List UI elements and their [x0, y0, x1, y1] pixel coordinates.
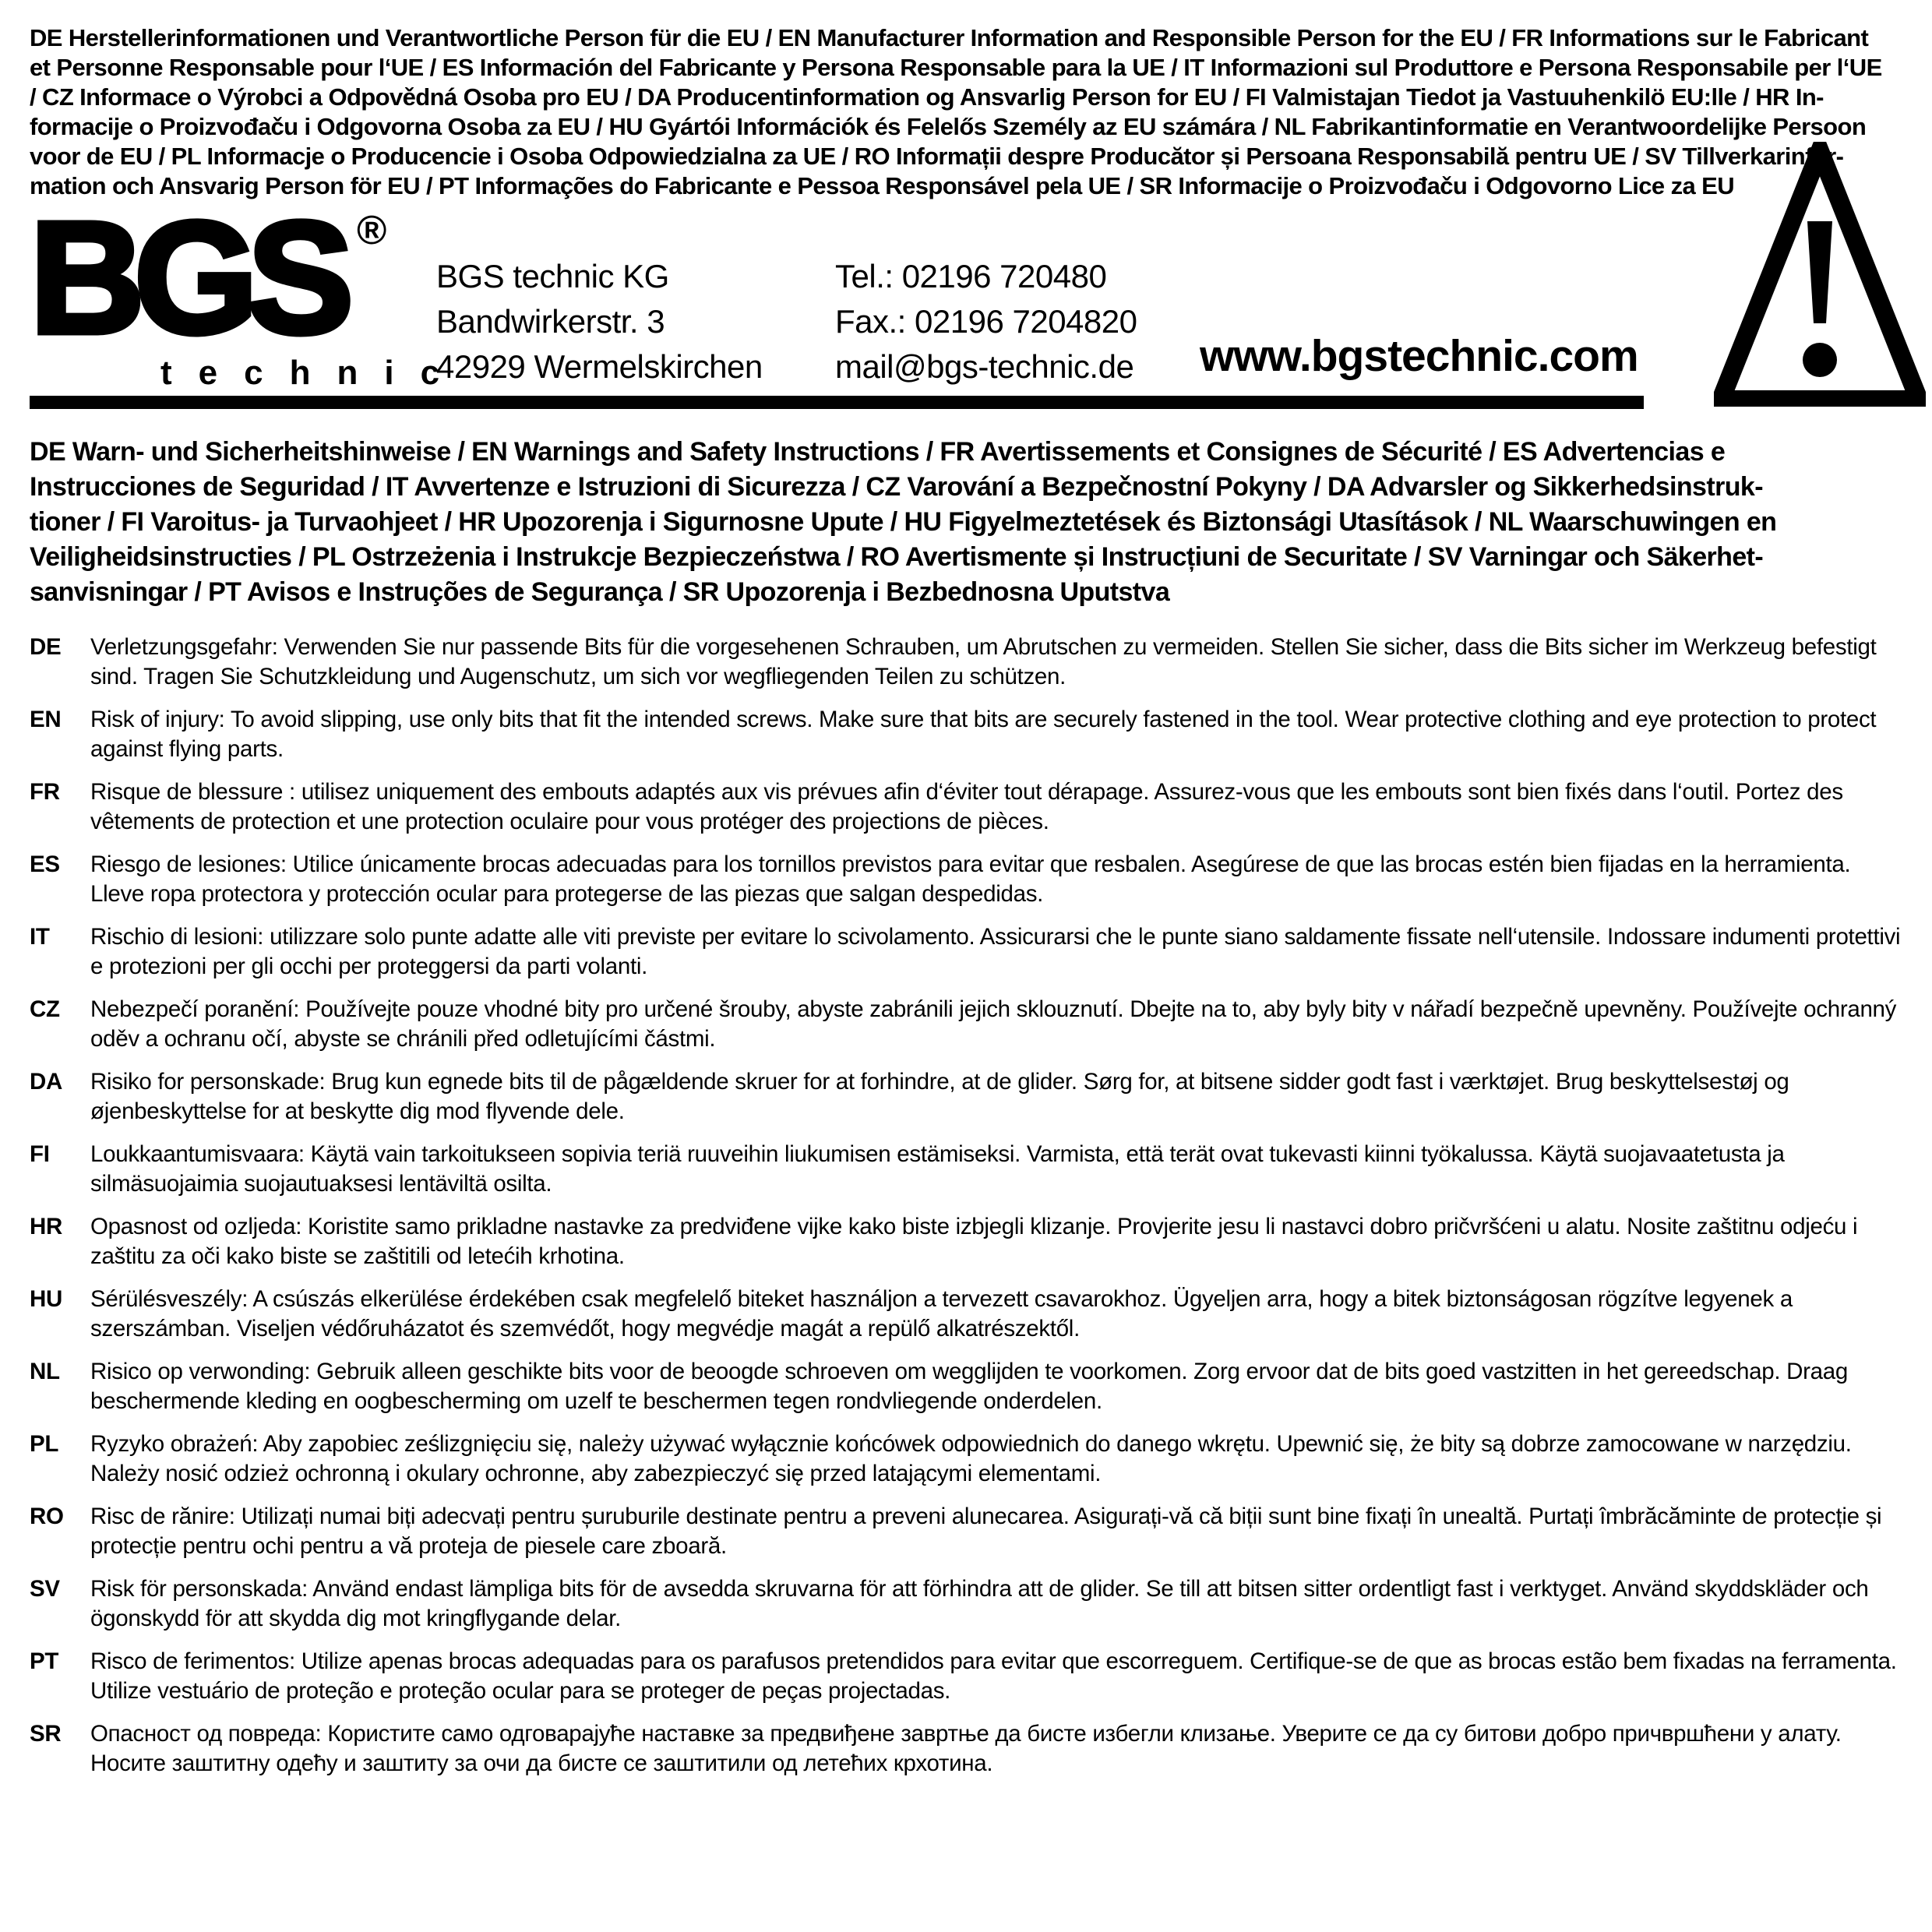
warning-text: Risco de ferimentos: Utilize apenas brocas adequadas para os parafusos pretendidos para evitar que escorreguem. Certifique-se de que as brocas estão bem fixadas na ferramenta. Utilize vestuário de proteção e proteção ocular para se proteger de peças projectadas.	[90, 1648, 1897, 1704]
text-line: DE Herstellerinformationen und Verantwortliche Person für die EU / EN Manufacturer Information and Responsible Person for the EU / FR Informations sur le Fabricant	[30, 24, 1869, 51]
warning-language-code: PT	[30, 1648, 59, 1674]
warning-row	[30, 995, 1906, 1054]
warning-text: Loukkaantumisvaara: Käytä vain tarkoitukseen sopivia teriä ruuveihin liukumisen estämiseksi. Varmista, että terät ovat tukevasti kiinni työkalussa. Käytä suojavaatetusta ja silmäsuojaimia suojautuaksesi lentäviltä osilta.	[90, 1141, 1785, 1197]
warning-text: Risc de rănire: Utilizați numai biți adecvați pentru șuruburile destinate pentru a preveni alunecarea. Asigurați-vă că biții sunt bine fixați în unealtă. Purtați îmbrăcăminte de protecție și protecție pentru ochi pentru a vă proteja de piesele care zboară.	[90, 1504, 1882, 1559]
warning-language-code: HU	[30, 1286, 63, 1312]
text-line: sanvisningar / PT Avisos e Instruções de Segurança / SR Upozorenja i Bezbednosna Uputstva	[30, 577, 1170, 607]
warning-language-code: ES	[30, 851, 60, 877]
company-street: Bandwirkerstr. 3	[436, 303, 665, 340]
warning-language-code: NL	[30, 1359, 60, 1384]
warning-text: Risico op verwonding: Gebruik alleen geschikte bits voor de beoogde schroeven om wegglijden te voorkomen. Zorg ervoor dat de bits goed vastzitten in het gereedschap. Draag beschermende kleding en oogbescherming om uzelf te beschermen tegen rondvliegende onderdelen.	[90, 1359, 1848, 1414]
company-name: BGS technic KG	[436, 258, 669, 294]
warning-text: Risk för personskada: Använd endast lämpliga bits för de avsedda skruvarna för att förhindra att de glider. Se till att bitsen sitter ordentligt fast i verktyget. Använd skyddskläder och ögonskydd för att skydda dig mot kringflygande delar.	[90, 1576, 1869, 1631]
text-line: formacije o Proizvođaču i Odgovorna Osoba za EU / HU Gyártói Információk és Felelős Személy az EU számára / NL Fabrikantinformatie en Verantwoordelijke Persoon	[30, 113, 1867, 140]
text-line: voor de EU / PL Informacje o Producencie i Osoba Odpowiedzialna za UE / RO Informații despre Producător și Persoana Responsabilă pentru UE / SV Tillverkarinfor-	[30, 143, 1844, 170]
warning-text: Risk of injury: To avoid slipping, use only bits that fit the intended screws. Make sure that bits are securely fastened in the tool. Wear protective clothing and eye protection to protect against flying parts.	[90, 707, 1877, 762]
text-line: tioner / FI Varoitus- ja Turvaohjeet / HR Upozorenja i Sigurnosne Upute / HU Figyelmeztetések és Biztonsági Utasítások / NL Waarschuwingen en	[30, 507, 1777, 537]
warning-text: Risque de blessure : utilisez uniquement des embouts adaptés aux vis prévues afin d‘éviter tout dérapage. Assurez-vous que les embouts sont bien fixés dans l‘outil. Portez des vêtements de protection et une protection oculaire pour vous protéger des projections de pièces.	[90, 779, 1843, 834]
text-line: et Personne Responsable pour l‘UE / ES Información del Fabricante y Persona Responsable para la UE / IT Informazioni sul Produttore e Persona Responsabile per l‘UE	[30, 54, 1882, 81]
company-contact	[835, 254, 1137, 390]
warning-text: Riesgo de lesiones: Utilice únicamente brocas adecuadas para los tornillos previstos para evitar que resbalen. Asegúrese de que las brocas estén bien fijadas en la herramienta. Lleve ropa protectora y protección ocular para protegerse de las piezas que salgan despedidas.	[90, 851, 1851, 907]
warning-language-code: PL	[30, 1431, 59, 1457]
warning-language-code: RO	[30, 1504, 64, 1529]
warning-row	[30, 850, 1906, 909]
company-fax: Fax.: 02196 7204820	[835, 303, 1137, 340]
text-line: DE Warn- und Sicherheitshinweise / EN Warnings and Safety Instructions / FR Avertissements et Consignes de Sécurité / ES Advertencias e	[30, 437, 1726, 467]
warning-text: Risiko for personskade: Brug kun egnede bits til de pågældende skruer for at forhindre, at de glider. Sørg for, at bitsene sidder godt fast i værktøjet. Brug beskyttelsestøj og øjenbeskyttelse for at beskytte dig mod flyvende dele.	[90, 1069, 1789, 1124]
company-email: mail@bgs-technic.de	[835, 348, 1134, 385]
text-line: Veiligheidsinstructies / PL Ostrzeżenia i Instrukcje Bezpieczeństwa / RO Avertismente și Instrucțiuni de Securitate / SV Varningar och Säkerhet-	[30, 542, 1764, 572]
warning-language-code: DA	[30, 1069, 63, 1095]
warning-text: Опасност од повреда: Користите само одговарајуће наставке за предвиђене завртње да бисте избегли клизање. Уверите се да су битови добро причвршћени у алату. Носите заштитну одећу и заштиту за очи да бисте се заштитили од летећих крхотина.	[90, 1721, 1842, 1776]
warning-row	[30, 1647, 1906, 1706]
warning-row	[30, 1574, 1906, 1634]
warnings-list	[30, 633, 1906, 1792]
divider-rule	[30, 396, 1644, 409]
warning-row	[30, 1285, 1906, 1344]
warning-text: Nebezpečí poranění: Používejte pouze vhodné bity pro určené šrouby, abyste zabránili jejich sklouznutí. Dbejte na to, aby byly bity v nářadí bezpečně upevněny. Používejte ochranný oděv a ochranu očí, abyste se chránili před odletujícími částmi.	[90, 996, 1897, 1052]
warning-text: Verletzungsgefahr: Verwenden Sie nur passende Bits für die vorgesehenen Schrauben, um Abrutschen zu vermeiden. Stellen Sie sicher, dass die Bits sicher im Werkzeug befestigt sind. Tragen Sie Schutzkleidung und Augenschutz, um sich vor wegfliegenden Teilen zu schützen.	[90, 634, 1877, 689]
warning-row	[30, 1357, 1906, 1416]
company-phone: Tel.: 02196 720480	[835, 258, 1107, 294]
warning-language-code: SV	[30, 1576, 60, 1602]
bgs-logo-subtext: technic	[160, 354, 467, 392]
warning-row	[30, 1212, 1906, 1271]
bgs-logo-wordmark	[30, 189, 411, 367]
warning-row	[30, 1430, 1906, 1489]
warning-row	[30, 633, 1906, 692]
company-website: www.bgstechnic.com	[1200, 331, 1638, 381]
warning-text: Ryzyko obrażeń: Aby zapobiec ześlizgnięciu się, należy używać wyłącznie końcówek odpowiednich do danego wkrętu. Upewnić się, że bity są dobrze zamocowane w narzędziu. Należy nosić odzież ochronną i okulary ochronne, aby zabezpieczyć się przed latającymi elementami.	[90, 1431, 1852, 1486]
company-city: 42929 Wermelskirchen	[436, 348, 763, 385]
warning-row	[30, 1140, 1906, 1199]
warning-language-code: CZ	[30, 996, 60, 1022]
warning-language-code: FI	[30, 1141, 50, 1167]
text-line: mation och Ansvarig Person för EU / PT Informações do Fabricante e Pessoa Responsável pela UE / SR Informacije o Proizvođaču i Odgovorno Lice za EU	[30, 172, 1735, 199]
warning-text: Rischio di lesioni: utilizzare solo punte adatte alle viti previste per evitare lo scivolamento. Assicurarsi che le punte siano saldamente fissate nell‘utensile. Indossare indumenti protettivi e protezioni per gli occhi per proteggersi da parti volanti.	[90, 924, 1901, 979]
warning-language-code: FR	[30, 779, 60, 805]
warning-language-code: DE	[30, 634, 62, 660]
warning-row	[30, 1067, 1906, 1126]
warning-row	[30, 1719, 1906, 1779]
manufacturer-info-header	[30, 23, 1909, 201]
safety-instructions-heading	[30, 435, 1909, 610]
bgs-logo-text: BGS	[30, 189, 344, 367]
company-address	[436, 254, 763, 390]
warning-language-code: EN	[30, 707, 62, 732]
warning-text: Opasnost od ozljeda: Koristite samo prikladne nastavke za predviđene vijke kako biste izbjegli klizanje. Provjerite jesu li nastavci dobro pričvršćeni u alatu. Nosite zaštitnu odjeću i zaštitu za oči kako biste se zaštitili od letećih krhotina.	[90, 1214, 1858, 1269]
warning-language-code: HR	[30, 1214, 63, 1239]
warning-row	[30, 705, 1906, 764]
warning-language-code: SR	[30, 1721, 62, 1747]
warning-text: Sérülésveszély: A csúszás elkerülése érdekében csak megfelelő biteket használjon a tervezett csavarokhoz. Ügyeljen arra, hogy a bitek biztonságosan rögzítve legyenek a szerszámban. Viseljen védőruházatot és szemvédőt, hogy megvédje magát a repülő alkatrészektől.	[90, 1286, 1793, 1341]
text-line: / CZ Informace o Výrobci a Odpovědná Osoba pro EU / DA Producentinformation og Ansvarlig Person for EU / FI Valmistajan Tiedot ja Vastuuhenkilö EU:lle / HR In-	[30, 83, 1824, 111]
text-line: Instrucciones de Seguridad / IT Avvertenze e Istruzioni di Sicurezza / CZ Varování a Bezpečnostní Pokyny / DA Advarsler og Sikkerhedsinstruk-	[30, 472, 1763, 502]
warning-row	[30, 1502, 1906, 1561]
warning-row	[30, 777, 1906, 837]
warning-row	[30, 922, 1906, 982]
bgs-logo	[30, 189, 467, 393]
registered-trademark-symbol: ®	[357, 208, 387, 253]
warning-triangle-icon	[1714, 142, 1926, 411]
warning-language-code: IT	[30, 924, 50, 950]
